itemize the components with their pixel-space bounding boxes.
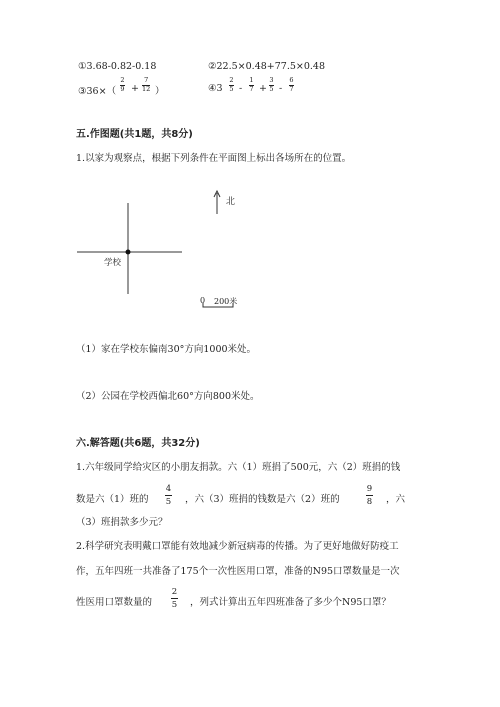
calc-item-4-fraction-4: 6 7 xyxy=(289,76,294,93)
calc-item-3-prefix: ③36×（ xyxy=(78,86,117,97)
calc-item-4-op-3: - xyxy=(279,83,283,94)
section-5-title: 五.作图题(共1题，共8分) xyxy=(76,129,193,140)
condition-1: （1）家在学校东偏南30°方向1000米处。 xyxy=(76,344,257,355)
section-6-q2-line-3b: ，列式计算出五年四班准备了多少个N95口罩？ xyxy=(190,597,391,608)
section-6-q2-line-1: 2.科学研究表明戴口罩能有效地减少新冠病毒的传播。为了更好地做好防疫工 xyxy=(76,541,399,552)
section-6-q1-fraction-1: 4 5 xyxy=(165,484,172,507)
section-6-q1-line-2c: ，六 xyxy=(386,494,406,505)
calc-item-3-plus: + xyxy=(131,83,139,94)
calc-item-4-op-2: + xyxy=(259,83,267,94)
section-6-q2-fraction: 2 5 xyxy=(171,587,178,610)
school-label: 学校 xyxy=(104,258,122,268)
calc-item-4-fraction-2: 1 7 xyxy=(249,76,254,93)
calc-item-3-fraction-2: 7 12 xyxy=(142,76,151,93)
calc-item-2: ②22.5×0.48+77.5×0.48 xyxy=(208,61,326,72)
scale-distance-label: 200米 xyxy=(214,297,238,306)
calc-item-4-fraction-3: 3 5 xyxy=(269,76,274,93)
section-6-title: 六.解答题(共6题，共32分) xyxy=(76,438,200,449)
section-6-q1-line-2a: 数是六（1）班的 xyxy=(76,494,149,505)
calc-item-4-op-1: - xyxy=(239,83,243,94)
section-6-q2-line-2: 作，五年四班一共准备了175个一次性医用口罩，准备的N95口罩数量是一次 xyxy=(76,566,400,577)
calc-item-4-prefix: ④3 xyxy=(208,83,223,94)
section-5-question-1: 1.以家为观察点，根据下列条件在平面图上标出各场所在的位置。 xyxy=(76,153,352,164)
north-label: 北 xyxy=(226,197,236,207)
section-6-q2-line-3a: 性医用口罩数量的 xyxy=(76,597,153,608)
condition-2: （2）公园在学校西偏北60°方向800米处。 xyxy=(76,391,260,402)
calc-item-4-fraction-1: 2 5 xyxy=(229,76,234,93)
school-point xyxy=(126,250,131,255)
section-6-q1-line-3: （3）班捐款多少元？ xyxy=(76,517,168,528)
section-6-q1-fraction-2: 9 8 xyxy=(366,484,373,507)
section-6-q1-line-1: 1.六年级同学给灾区的小朋友捐款。六（1）班捐了500元，六（2）班捐的钱 xyxy=(76,462,401,473)
calc-item-1: ①3.68-0.82-0.18 xyxy=(78,61,157,72)
calc-item-3-suffix: ） xyxy=(155,86,165,97)
section-6-q1-line-2b: ，六（3）班捐的钱数是六（2）班的 xyxy=(185,494,340,505)
scale-zero-label: 0 xyxy=(200,296,206,305)
calc-item-3-fraction-1: 2 9 xyxy=(120,76,125,93)
